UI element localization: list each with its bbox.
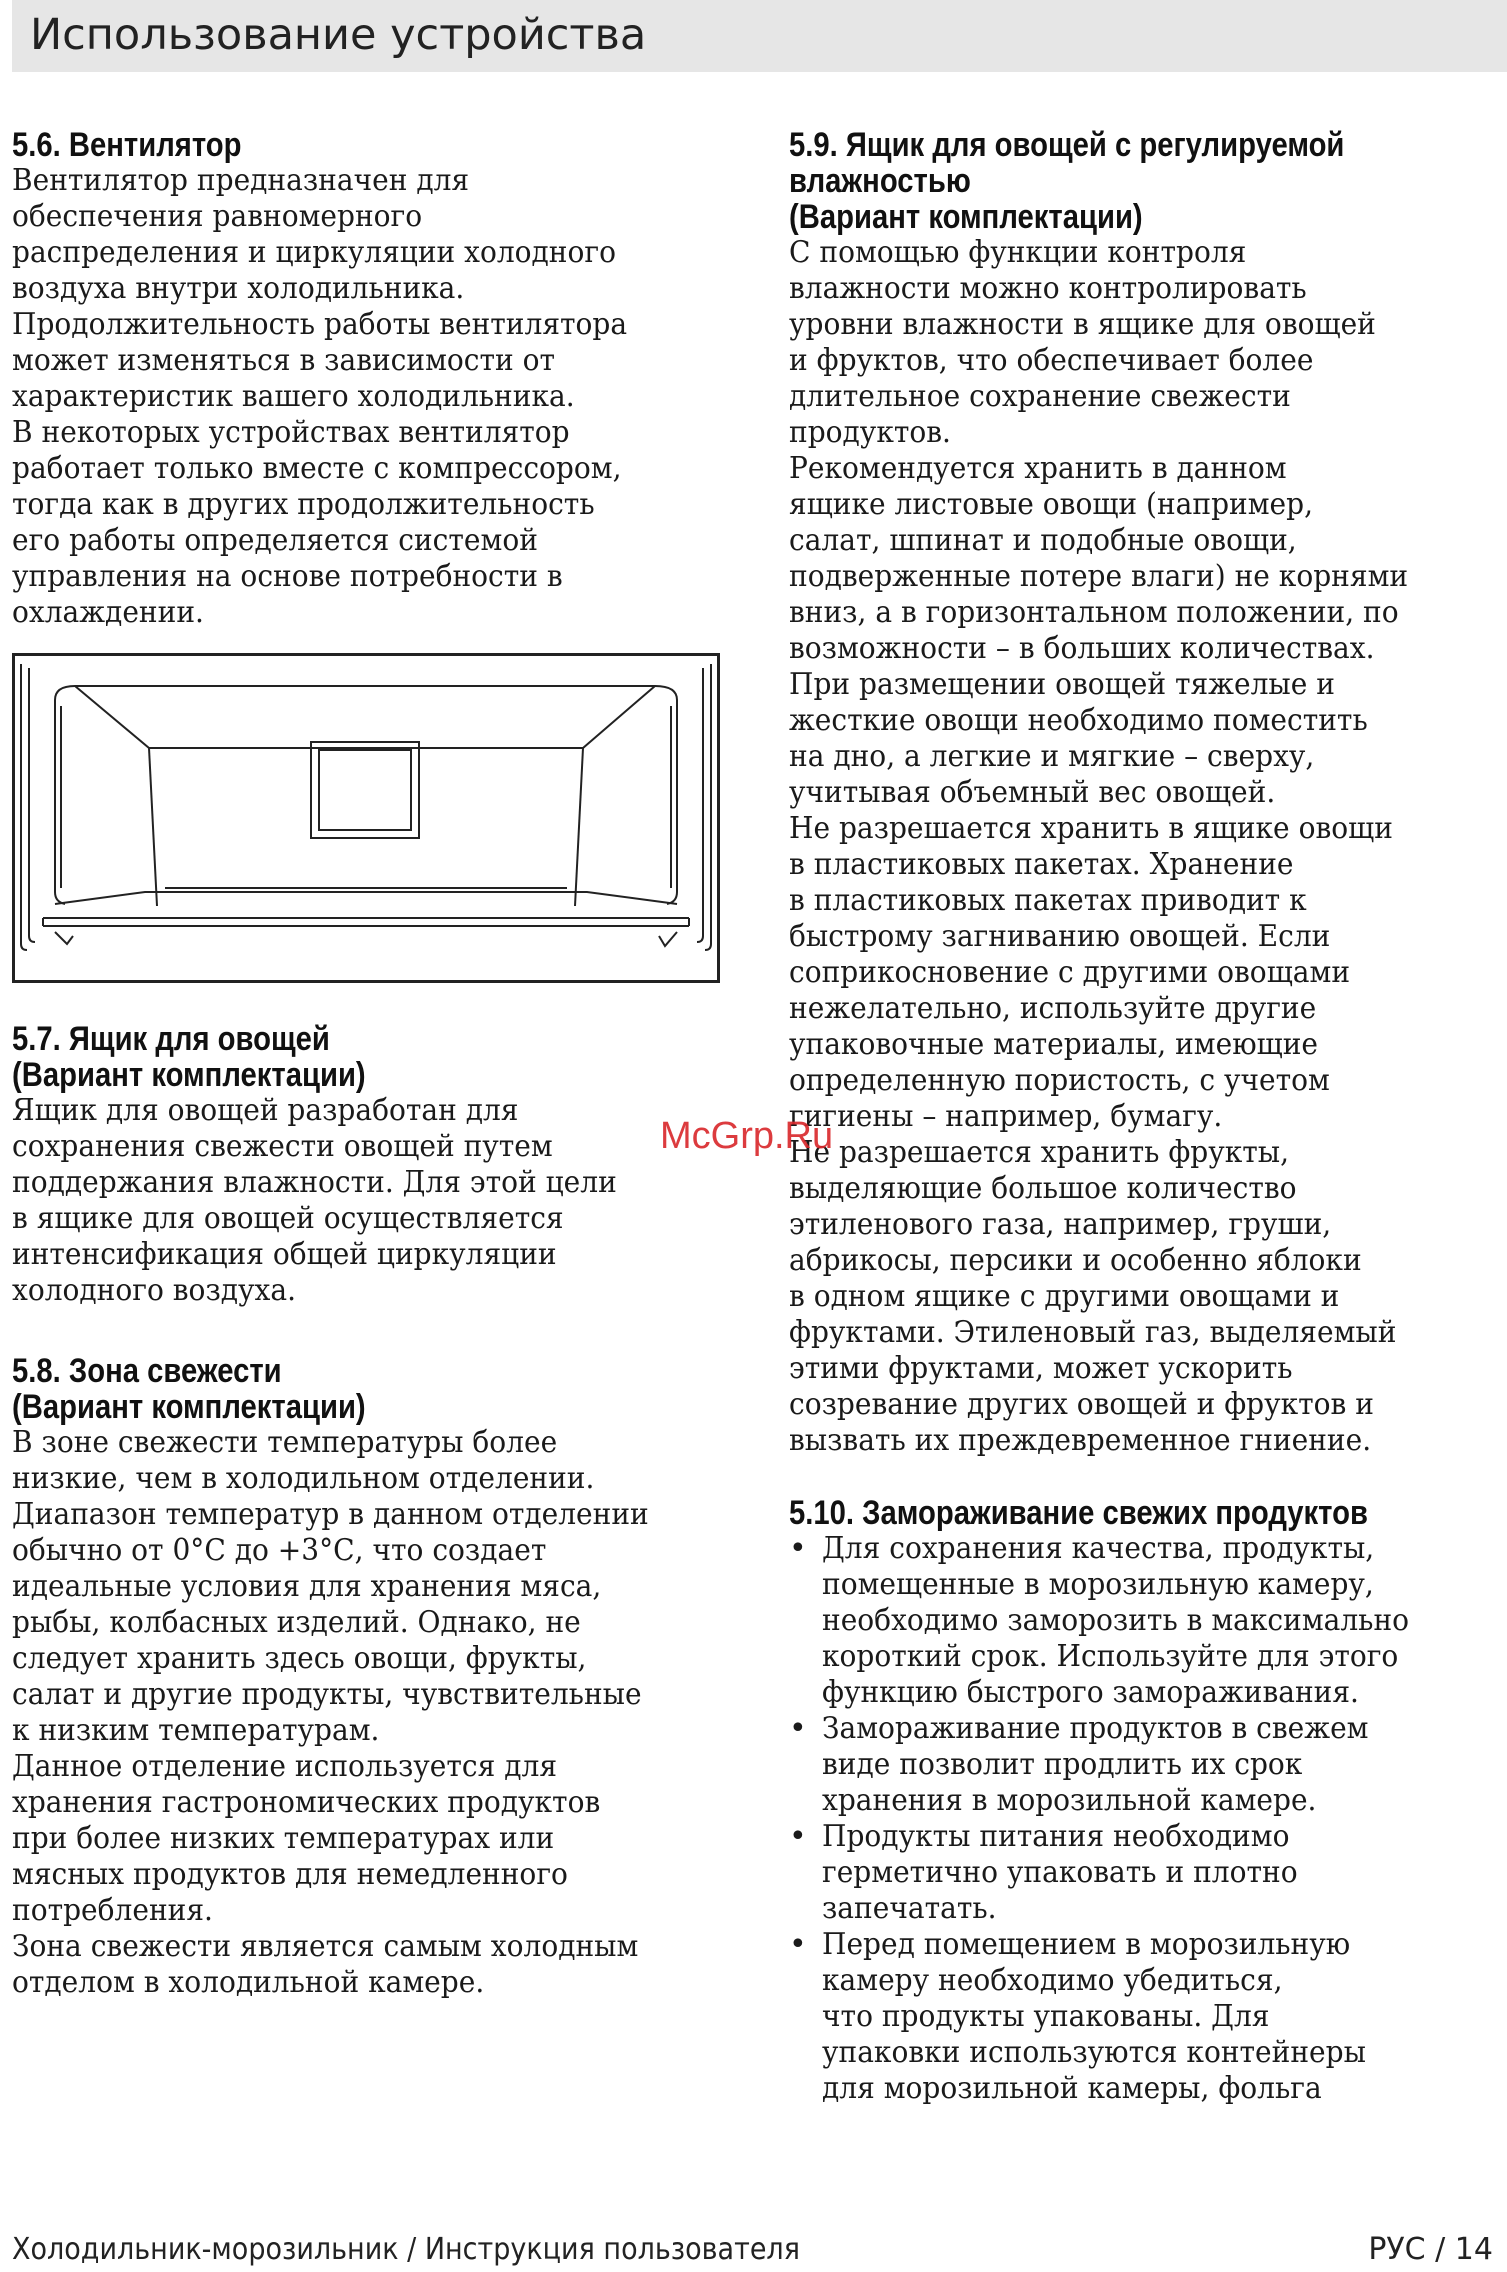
text-line: соприкосновение с другими овощами bbox=[789, 955, 1351, 990]
bullet-icon: • bbox=[789, 1531, 807, 1566]
text-line: Рекомендуется хранить в данном bbox=[789, 451, 1287, 486]
text-line: помещенные в морозильную камеру, bbox=[822, 1567, 1374, 1602]
section-heading bbox=[12, 1021, 640, 1093]
text-line: хранения гастрономических продуктов bbox=[12, 1785, 601, 1820]
section-5-8 bbox=[12, 1353, 742, 2001]
text-line: абрикосы, персики и особенно яблоки bbox=[789, 1243, 1362, 1278]
section-body bbox=[12, 163, 695, 631]
section-5-9 bbox=[789, 127, 1504, 1459]
text-line: в ящике для овощей осуществляется bbox=[12, 1201, 564, 1236]
text-line: влажности можно контролировать bbox=[789, 271, 1307, 306]
text-line: следует хранить здесь овощи, фрукты, bbox=[12, 1641, 587, 1676]
text-line: обеспечения равномерного bbox=[12, 199, 423, 234]
text-line: его работы определяется системой bbox=[12, 523, 538, 558]
text-line: Замораживание продуктов в свежем bbox=[822, 1711, 1369, 1746]
text-line: ящике листовые овощи (например, bbox=[789, 487, 1314, 522]
text-line: В зоне свежести температуры более bbox=[12, 1425, 558, 1460]
bullet-text bbox=[822, 1531, 1460, 1711]
text-line: салат и другие продукты, чувствительные bbox=[12, 1677, 642, 1712]
watermark: McGrp.Ru bbox=[660, 1115, 834, 1157]
text-line: короткий срок. Используйте для этого bbox=[822, 1639, 1399, 1674]
bullet-text bbox=[822, 1819, 1460, 1927]
text-line: низкие, чем в холодильном отделении. bbox=[12, 1461, 595, 1496]
text-line: в одном ящике с другими овощами и bbox=[789, 1279, 1340, 1314]
text-line: продуктов. bbox=[789, 415, 951, 450]
text-line: вызвать их преждевременное гниение. bbox=[789, 1423, 1372, 1458]
text-line: Вентилятор предназначен для bbox=[12, 163, 470, 198]
text-line: поддержания влажности. Для этой цели bbox=[12, 1165, 617, 1200]
right-column bbox=[789, 127, 1504, 2151]
heading-line: 5.7. Ящик для овощей bbox=[12, 1020, 330, 1058]
heading-line: 5.9. Ящик для овощей с регулируемой bbox=[789, 126, 1345, 164]
text-line: работает только вместе с компрессором, bbox=[12, 451, 622, 486]
text-line: Продукты питания необходимо bbox=[822, 1819, 1290, 1854]
bullet-item bbox=[789, 1531, 1504, 1711]
text-line: холодного воздуха. bbox=[12, 1273, 296, 1308]
heading-line: (Вариант комплектации) bbox=[12, 1056, 366, 1094]
text-line: обычно от 0°С до +3°С, что создает bbox=[12, 1533, 547, 1568]
section-body bbox=[12, 1425, 695, 2001]
text-line: виде позволит продлить их срок bbox=[822, 1747, 1303, 1782]
text-line: салат, шпинат и подобные овощи, bbox=[789, 523, 1297, 558]
section-body bbox=[12, 1093, 695, 1309]
text-line: функцию быстрого замораживания. bbox=[822, 1675, 1359, 1710]
text-line: созревание других овощей и фруктов и bbox=[789, 1387, 1374, 1422]
section-heading bbox=[789, 127, 1404, 235]
text-line: сохранения свежести овощей путем bbox=[12, 1129, 553, 1164]
text-line: упаковки используются контейнеры bbox=[822, 2035, 1366, 2070]
section-heading bbox=[12, 127, 640, 163]
text-line: герметично упаковать и плотно bbox=[822, 1855, 1298, 1890]
section-5-10 bbox=[789, 1495, 1504, 2107]
text-line: в пластиковых пакетах приводит к bbox=[789, 883, 1307, 918]
bullet-item bbox=[789, 1927, 1504, 2107]
text-line: Не разрешается хранить в ящике овощи bbox=[789, 811, 1393, 846]
heading-line: 5.6. Вентилятор bbox=[12, 126, 242, 164]
section-heading bbox=[789, 1495, 1404, 1531]
text-line: и фруктов, что обеспечивает более bbox=[789, 343, 1314, 378]
section-heading bbox=[12, 1353, 640, 1425]
text-line: подверженные потере влаги) не корнями bbox=[789, 559, 1409, 594]
text-line: учитывая объемный вес овощей. bbox=[789, 775, 1276, 810]
text-line: на дно, а легкие и мягкие – сверху, bbox=[789, 739, 1315, 774]
section-5-6 bbox=[12, 127, 742, 631]
text-line: идеальные условия для хранения мяса, bbox=[12, 1569, 602, 1604]
bullet-list bbox=[789, 1531, 1504, 2107]
text-line: Данное отделение используется для bbox=[12, 1749, 558, 1784]
text-line: фруктами. Этиленовый газ, выделяемый bbox=[789, 1315, 1397, 1350]
text-line: Ящик для овощей разработан для bbox=[12, 1093, 519, 1128]
text-line: мясных продуктов для немедленного bbox=[12, 1857, 568, 1892]
bullet-item bbox=[789, 1819, 1504, 1927]
text-line: хранения в морозильной камере. bbox=[822, 1783, 1317, 1818]
text-line: воздуха внутри холодильника. bbox=[12, 271, 465, 306]
text-line: распределения и циркуляции холодного bbox=[12, 235, 616, 270]
refrigerator-interior-drawing bbox=[15, 656, 717, 980]
text-line: нежелательно, используйте другие bbox=[789, 991, 1317, 1026]
text-line: запечатать. bbox=[822, 1891, 997, 1926]
text-line: выделяющие большое количество bbox=[789, 1171, 1297, 1206]
footer-page-number: РУС / 14 bbox=[1368, 2232, 1493, 2267]
text-line: может изменяться в зависимости от bbox=[12, 343, 556, 378]
text-line: быстрому загниванию овощей. Если bbox=[789, 919, 1331, 954]
text-line: при более низких температурах или bbox=[12, 1821, 555, 1856]
section-5-7 bbox=[12, 1021, 742, 1309]
bullet-text bbox=[822, 1927, 1460, 2107]
page-title: Использование устройства bbox=[30, 10, 647, 60]
text-line: к низким температурам. bbox=[12, 1713, 380, 1748]
heading-line: 5.10. Замораживание свежих продуктов bbox=[789, 1494, 1368, 1532]
heading-line: (Вариант комплектации) bbox=[789, 198, 1143, 236]
footer-document-title: Холодильник-морозильник / Инструкция пользователя bbox=[12, 2232, 800, 2267]
text-line: Диапазон температур в данном отделении bbox=[12, 1497, 649, 1532]
text-line: рыбы, колбасных изделий. Однако, не bbox=[12, 1605, 581, 1640]
text-line: управления на основе потребности в bbox=[12, 559, 563, 594]
text-line: камеру необходимо убедиться, bbox=[822, 1963, 1283, 1998]
heading-line: 5.8. Зона свежести bbox=[12, 1352, 282, 1390]
bullet-text bbox=[822, 1711, 1460, 1819]
text-line: Зона свежести является самым холодным bbox=[12, 1929, 639, 1964]
text-line: для морозильной камеры, фольга bbox=[822, 2071, 1322, 2106]
text-line: уровни влажности в ящике для овощей bbox=[789, 307, 1376, 342]
text-line: охлаждении. bbox=[12, 595, 204, 630]
text-line: что продукты упакованы. Для bbox=[822, 1999, 1270, 2034]
text-line: С помощью функции контроля bbox=[789, 235, 1247, 270]
text-line: жесткие овощи необходимо поместить bbox=[789, 703, 1368, 738]
bullet-item bbox=[789, 1711, 1504, 1819]
fan-illustration bbox=[12, 653, 720, 983]
text-line: потребления. bbox=[12, 1893, 213, 1928]
text-line: этими фруктами, может ускорить bbox=[789, 1351, 1293, 1386]
heading-line: (Вариант комплектации) bbox=[12, 1388, 366, 1426]
text-line: тогда как в других продолжительность bbox=[12, 487, 595, 522]
text-line: Не разрешается хранить фрукты, bbox=[789, 1135, 1290, 1170]
text-line: Перед помещением в морозильную bbox=[822, 1927, 1351, 1962]
bullet-icon: • bbox=[789, 1819, 807, 1854]
text-line: длительное сохранение свежести bbox=[789, 379, 1291, 414]
left-column bbox=[12, 127, 742, 2045]
text-line: в пластиковых пакетах. Хранение bbox=[789, 847, 1294, 882]
text-line: Для сохранения качества, продукты, bbox=[822, 1531, 1375, 1566]
text-line: В некоторых устройствах вентилятор bbox=[12, 415, 570, 450]
text-line: Продолжительность работы вентилятора bbox=[12, 307, 628, 342]
text-line: этиленового газа, например, груши, bbox=[789, 1207, 1332, 1242]
heading-line: влажностью bbox=[789, 162, 971, 200]
bullet-icon: • bbox=[789, 1927, 807, 1962]
section-body bbox=[789, 235, 1458, 1459]
text-line: характеристик вашего холодильника. bbox=[12, 379, 575, 414]
bullet-icon: • bbox=[789, 1711, 807, 1746]
text-line: вниз, а в горизонтальном положении, по bbox=[789, 595, 1399, 630]
text-line: упаковочные материалы, имеющие bbox=[789, 1027, 1319, 1062]
text-line: возможности – в больших количествах. bbox=[789, 631, 1375, 666]
text-line: гигиены – например, бумагу. bbox=[789, 1099, 1223, 1134]
text-line: интенсификация общей циркуляции bbox=[12, 1237, 557, 1272]
text-line: определенную пористость, с учетом bbox=[789, 1063, 1330, 1098]
text-line: При размещении овощей тяжелые и bbox=[789, 667, 1335, 702]
text-line: необходимо заморозить в максимально bbox=[822, 1603, 1410, 1638]
text-line: отделом в холодильной камере. bbox=[12, 1965, 485, 2000]
